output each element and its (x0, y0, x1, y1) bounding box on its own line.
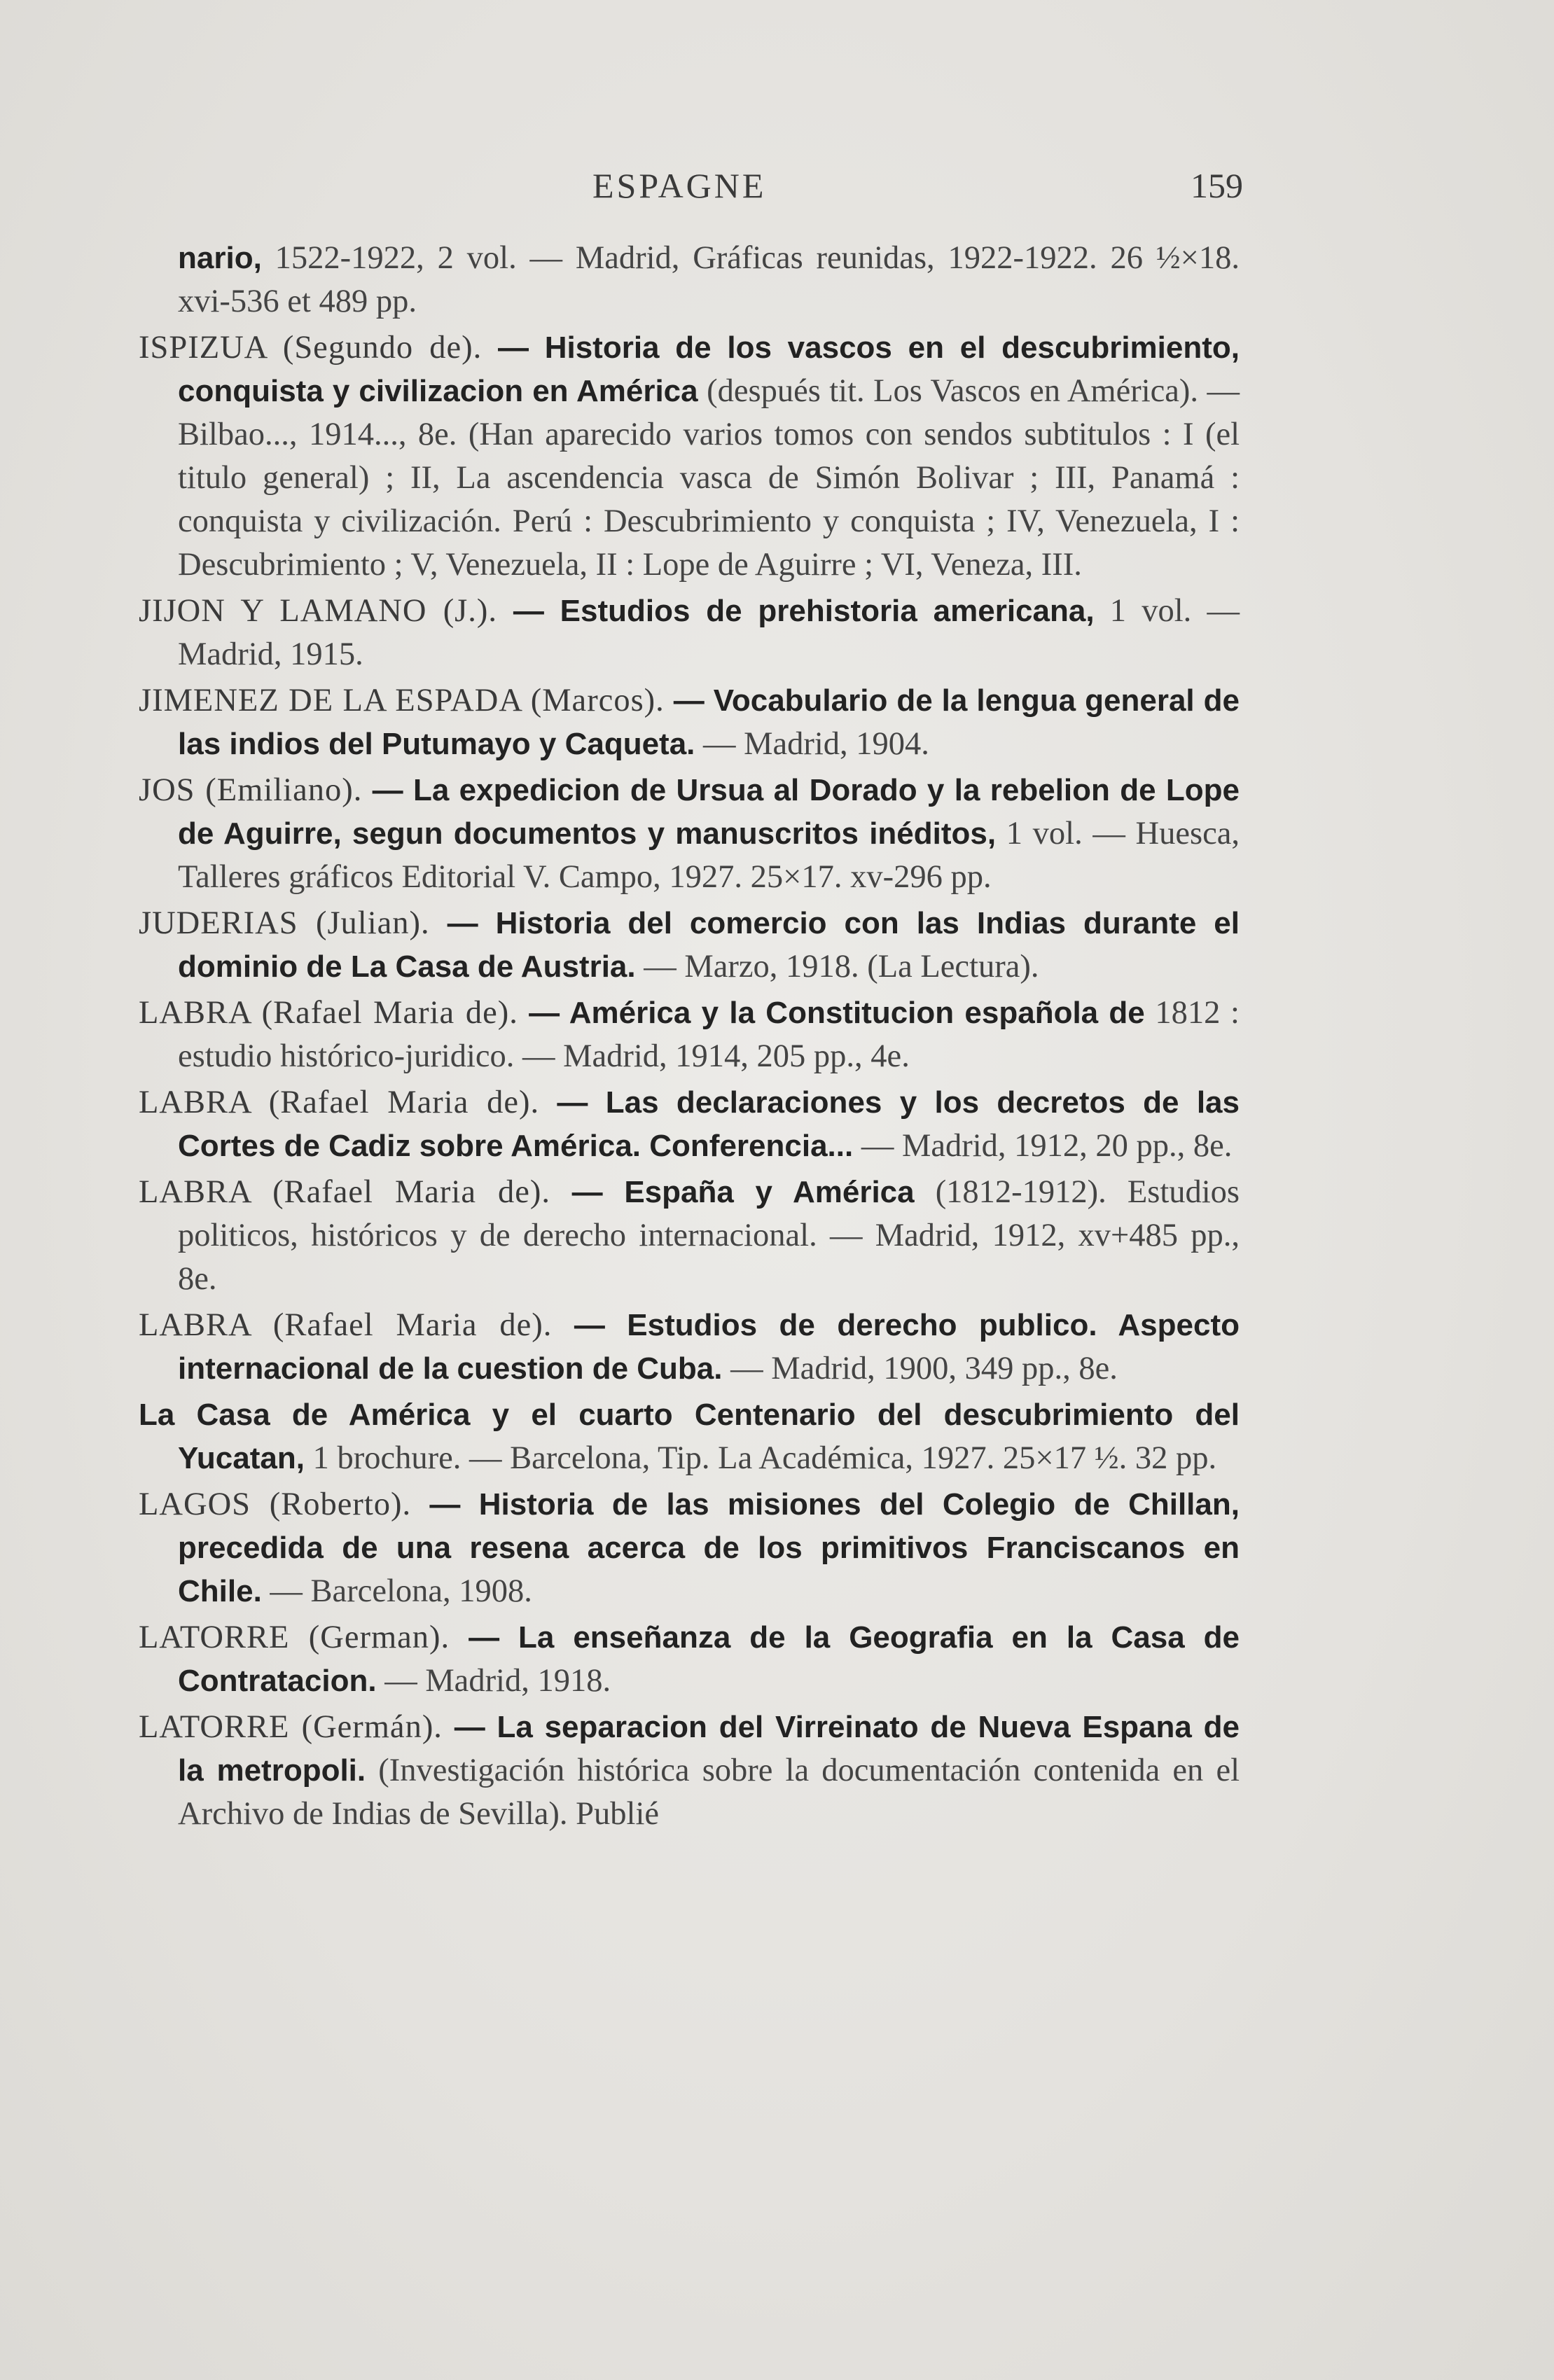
entry-author: LATORRE (Germán). (139, 1709, 443, 1745)
entry-author: JUDERIAS (Julian). (139, 905, 430, 941)
entry-details: 1812 : estudio histórico-juridico. — Madrid, 1914, 205 pp., 4e. (178, 995, 1240, 1074)
bibliography-entry (139, 1706, 1240, 1836)
bibliography-entry (139, 590, 1240, 676)
entry-details: 1 vol. — Madrid, 1915. (178, 593, 1240, 672)
entry-author: LABRA (Rafael Maria de). (139, 1307, 553, 1343)
entry-details: (1812-1912). Estudios politicos, históricos y de derecho internacional. — Madrid, 1912, xv+485 pp., 8e. (178, 1174, 1240, 1297)
entry-details: — Marzo, 1918. (La Lectura). (635, 949, 1039, 984)
bibliography-entry (139, 679, 1240, 766)
bibliography-entry (139, 769, 1240, 899)
entry-details: 1 vol. — Huesca, Talleres gráficos Editorial V. Campo, 1927. 25×17. xv-296 pp. (178, 816, 1240, 895)
bibliography-entry (139, 1304, 1240, 1391)
entry-author: LABRA (Rafael Maria de). (139, 995, 518, 1031)
entry-title: — Estudios de prehistoria americana, (497, 594, 1095, 628)
entry-author: ISPIZUA (Segundo de). (139, 330, 483, 366)
bibliography-body (139, 237, 1240, 1839)
bibliography-entry (139, 1616, 1240, 1703)
entry-title: — España y América (550, 1175, 915, 1209)
entry-title: — Historia de las misiones del Colegio de Chillan, precedida de una resena acerca de los primitivos Franciscanos en Chile. (178, 1487, 1240, 1608)
entry-details: — Madrid, 1900, 349 pp., 8e. (722, 1351, 1118, 1386)
bibliography-entry (139, 902, 1240, 989)
bibliography-entry (139, 1393, 1240, 1480)
bibliography-entry (139, 237, 1240, 323)
entry-title: — Vocabulario de la lengua general de las indios del Putumayo y Caqueta. (178, 683, 1240, 761)
entry-title: La Casa de América y el cuarto Centenario del descubrimiento del Yucatan, (139, 1398, 1240, 1475)
page-number: 159 (1191, 166, 1243, 205)
entry-title: — Estudios de derecho publico. Aspecto internacional de la cuestion de Cuba. (178, 1308, 1240, 1386)
running-title: ESPAGNE (592, 166, 767, 205)
entry-title: — La separacion del Virreinato de Nueva Espana de la metropoli. (178, 1710, 1240, 1788)
entry-title: — Las declaraciones y los decretos de las Cortes de Cadiz sobre América. Conferencia... (178, 1085, 1240, 1163)
entry-author: LABRA (Rafael Maria de). (139, 1174, 551, 1210)
entry-details: (después tit. Los Vascos en América). — Bilbao..., 1914..., 8e. (Han aparecido varios tomos con sendos subtitulos : I (el titulo general) ; II, La ascendencia vasca de Simón Bolivar ; III, Panamá : conquista y civilización. Perú : Descubrimiento y conquista ; IV, Venezuela, I : Descubrimiento ; V, Venezuela, II : Lope de Aguirre ; VI, Veneza, III. (178, 373, 1240, 583)
entry-author: JOS (Emiliano). (139, 772, 363, 808)
bibliography-entry (139, 326, 1240, 587)
entry-title: — La enseñanza de la Geografia en la Casa de Contratacion. (178, 1620, 1240, 1698)
entry-title: — América y la Constitucion española de (518, 996, 1145, 1030)
entry-details: — Madrid, 1912, 20 pp., 8e. (853, 1128, 1233, 1164)
entry-details: 1522-1922, 2 vol. — Madrid, Gráficas reunidas, 1922-1922. 26 ½×18. xvi-536 et 489 pp. (178, 240, 1240, 319)
entry-title: — La expedicion de Ursua al Dorado y la rebelion de Lope de Aguirre, segun documentos y manuscritos inéditos, (178, 773, 1240, 851)
entry-title: nario, (178, 241, 262, 275)
bibliography-entry (139, 1483, 1240, 1613)
entry-details: — Madrid, 1918. (376, 1663, 611, 1699)
entry-author: LATORRE (German). (139, 1620, 450, 1655)
entry-details: — Madrid, 1904. (695, 726, 929, 762)
entry-details: (Investigación histórica sobre la documentación contenida en el Archivo de Indias de Sevilla). Publié (178, 1753, 1240, 1832)
bibliography-entry (139, 1171, 1240, 1301)
entry-details: — Barcelona, 1908. (261, 1573, 532, 1609)
entry-author: JIJON Y LAMANO (J.). (139, 593, 498, 629)
bibliography-entry (139, 1081, 1240, 1168)
entry-author: LAGOS (Roberto). (139, 1487, 412, 1522)
entry-title: — Historia del comercio con las Indias durante el dominio de La Casa de Austria. (178, 906, 1240, 984)
entry-details: 1 brochure. — Barcelona, Tip. La Académica, 1927. 25×17 ½. 32 pp. (304, 1440, 1217, 1476)
page-header (0, 165, 1554, 221)
bibliography-entry (139, 991, 1240, 1078)
entry-author: JIMENEZ DE LA ESPADA (Marcos). (139, 683, 665, 718)
entry-author: LABRA (Rafael Maria de). (139, 1085, 540, 1120)
entry-title: — Historia de los vascos en el descubrimiento, conquista y civilizacion en América (178, 330, 1240, 408)
